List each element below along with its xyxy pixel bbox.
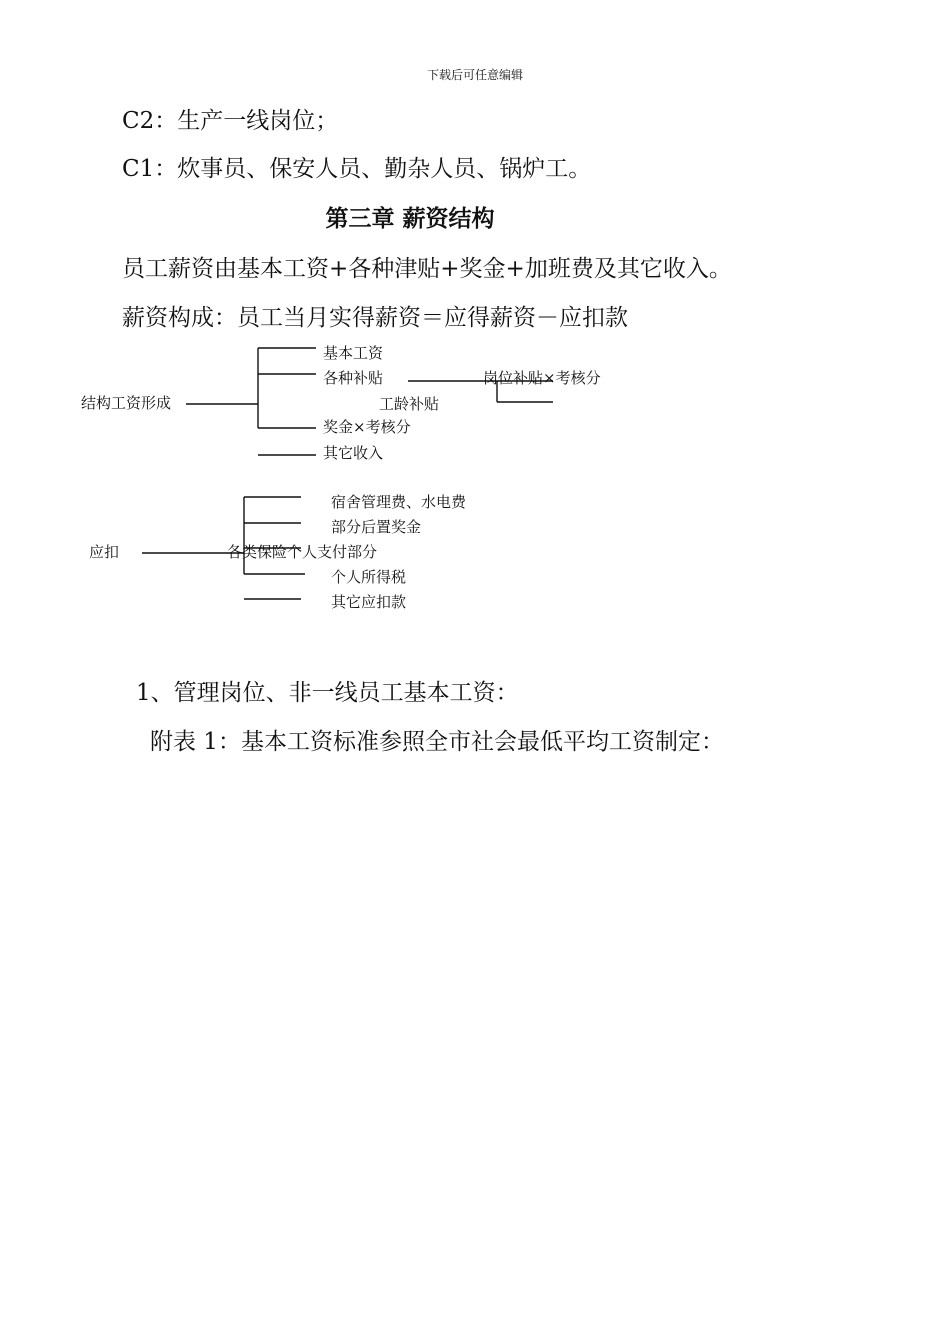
paragraph-c1: C1：炊事员、保安人员、勤杂人员、锅炉工。	[122, 156, 592, 182]
paragraph-intro: 员工薪资由基本工资+各种津贴+奖金+加班费及其它收入。	[122, 256, 732, 282]
paragraph-c2: C2：生产一线岗位；	[122, 108, 339, 134]
structure-root-label: 结构工资形成	[81, 394, 172, 412]
deduction-item-deferred-bonus: 部分后置奖金	[331, 518, 422, 536]
paragraph-table-note: 附表 1：基本工资标准参照全市社会最低平均工资制定：	[150, 729, 724, 755]
deductions-root-label: 应扣	[89, 543, 120, 561]
deduction-item-insurance: 各类保险个人支付部分	[227, 543, 378, 561]
page-header-note: 下载后可任意编辑	[426, 68, 523, 82]
structure-item-basic-salary: 基本工资	[323, 344, 384, 362]
deduction-item-dorm-utilities: 宿舍管理费、水电费	[331, 493, 467, 511]
structure-sub-position-allowance: 岗位补贴×考核分	[483, 369, 601, 387]
structure-item-bonus: 奖金×考核分	[323, 418, 411, 436]
structure-sub-seniority-allowance: 工龄补贴	[379, 395, 440, 413]
chapter-title: 第三章 薪资结构	[325, 205, 495, 232]
deduction-item-income-tax: 个人所得税	[331, 568, 407, 586]
structure-item-other-income: 其它收入	[323, 444, 384, 462]
deduction-item-other: 其它应扣款	[331, 593, 407, 611]
paragraph-composition: 薪资构成：员工当月实得薪资＝应得薪资－应扣款	[122, 305, 628, 331]
paragraph-item1: 1、管理岗位、非一线员工基本工资：	[136, 680, 519, 706]
structure-item-allowances: 各种补贴	[323, 369, 384, 387]
